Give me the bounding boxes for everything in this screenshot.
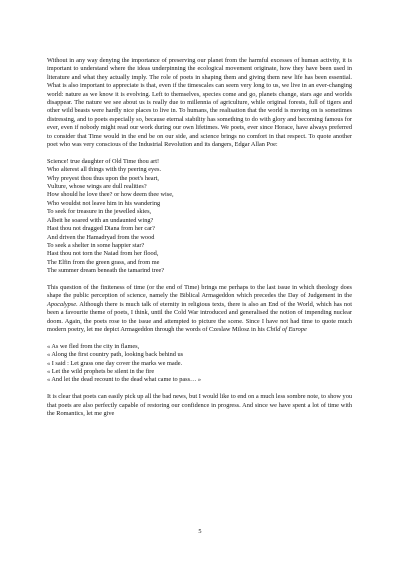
poem-line: « Along the first country path, looking back behind us (47, 351, 184, 359)
paragraph-armageddon (47, 284, 352, 334)
paragraph-ecology-intro: Without in any way denying the importance of preserving our planet from the harmful excesses of human activity, it is important to understand where the ideas underpinning the ecological movement originate, how they have been used in literature and what they actually imply. The role of poets in shaping them and giving them new life has been essential. What is also important to appreciate is that, even if the timescales can seem very long to us, we live in an ever-changing world: nature as we know it is evolving. Left to themselves, species come and go, planets change, stars age and worlds disappear. The nature we see about us is really due to millennia of agriculture, while original forests, full of tigers and other wild beasts were hardly nice places to live in. To humans, the realisation that the world is moving on is sometimes distressing, and to poets especially so, because eternal stability has something to do with glory and becoming famous for ever, even if nobody might read our work during our own lifetimes. We poets, ever since Horace, have always preferred to consider that Time would in the end be on our side, and science brings no comfort in that respect. To quote another poet who was very conscious of the Industrial Revolution and its dangers, Edgar Allan Poe: (47, 57, 352, 149)
poem-line: Albeit he soared with an undaunted wing? (47, 216, 154, 224)
paragraph-closing: It is clear that poets can easily pick up all the bad news, but I would like to end on a much less sombre note, to show you that poets are also perfectly capable of restoring our confidence in progress. And since we have spent a lot of time with the Romantics, let me give (47, 393, 352, 417)
poem-sonnet-to-science (47, 158, 352, 276)
paragraph-text: This question of the finiteness of time (or the end of Time) brings me perhaps to the last issue in which theology does shape the public perception of science, namely the Biblical Armageddon which precedes the Day of Judgement in the (47, 283, 352, 300)
poem-line: Who alterest all things with thy peering eyes. (47, 166, 162, 174)
poem-line: « As we fled from the city in flames, (47, 342, 140, 350)
poem-line: Hast thou not torn the Naiad from her flood, (47, 250, 159, 258)
poem-line: Why preyest thou thus upon the poet's heart, (47, 174, 160, 182)
poem-line: The summer dream beneath the tamarind tree? (47, 267, 165, 275)
book-title-apocalypse: Apocalypse (47, 300, 77, 308)
page-number: 5 (198, 528, 202, 535)
book-title-child-of-europe: Child of Europe (266, 325, 307, 333)
page-body (47, 57, 352, 427)
poem-line: Vulture, whose wings are dull realities? (47, 183, 147, 191)
poem-line: Who wouldst not leave him in his wandering (47, 199, 161, 207)
poem-line: Science! true daughter of Old Time thou art! (47, 157, 160, 165)
poem-line: To seek for treasure in the jewelled skies, (47, 208, 152, 216)
poem-line: « Let the wild prophets be silent in the fire (47, 367, 155, 375)
paragraph-text: . Although there is much talk of eternity in religious texts, there is also an End of the World, which has not been a favourite theme of poets, I think, until the Cold War introduced and generalised the notion of impending nuclear doom. Again, the poets rose to the issue and attempted to picture the scene. Since I have not had time to quote much modern poetry, let me depict Armageddon through the words of Czeslaw Milosz in his (47, 300, 352, 333)
poem-line: « And let the dead recount to the dead what came to pass… » (47, 376, 202, 384)
poem-line: How should he love thee? or how deem thee wise, (47, 191, 174, 199)
poem-line: And driven the Hamadryad from the wood (47, 233, 155, 241)
poem-line: To seek a shelter in some happier star? (47, 241, 145, 249)
poem-line: Hast thou not dragged Diana from her car? (47, 225, 155, 233)
poem-line: « I said : Let grass one day cover the marks we made. (47, 359, 183, 367)
poem-line: The Elfin from the green grass, and from me (47, 258, 160, 266)
poem-child-of-europe (47, 343, 352, 385)
